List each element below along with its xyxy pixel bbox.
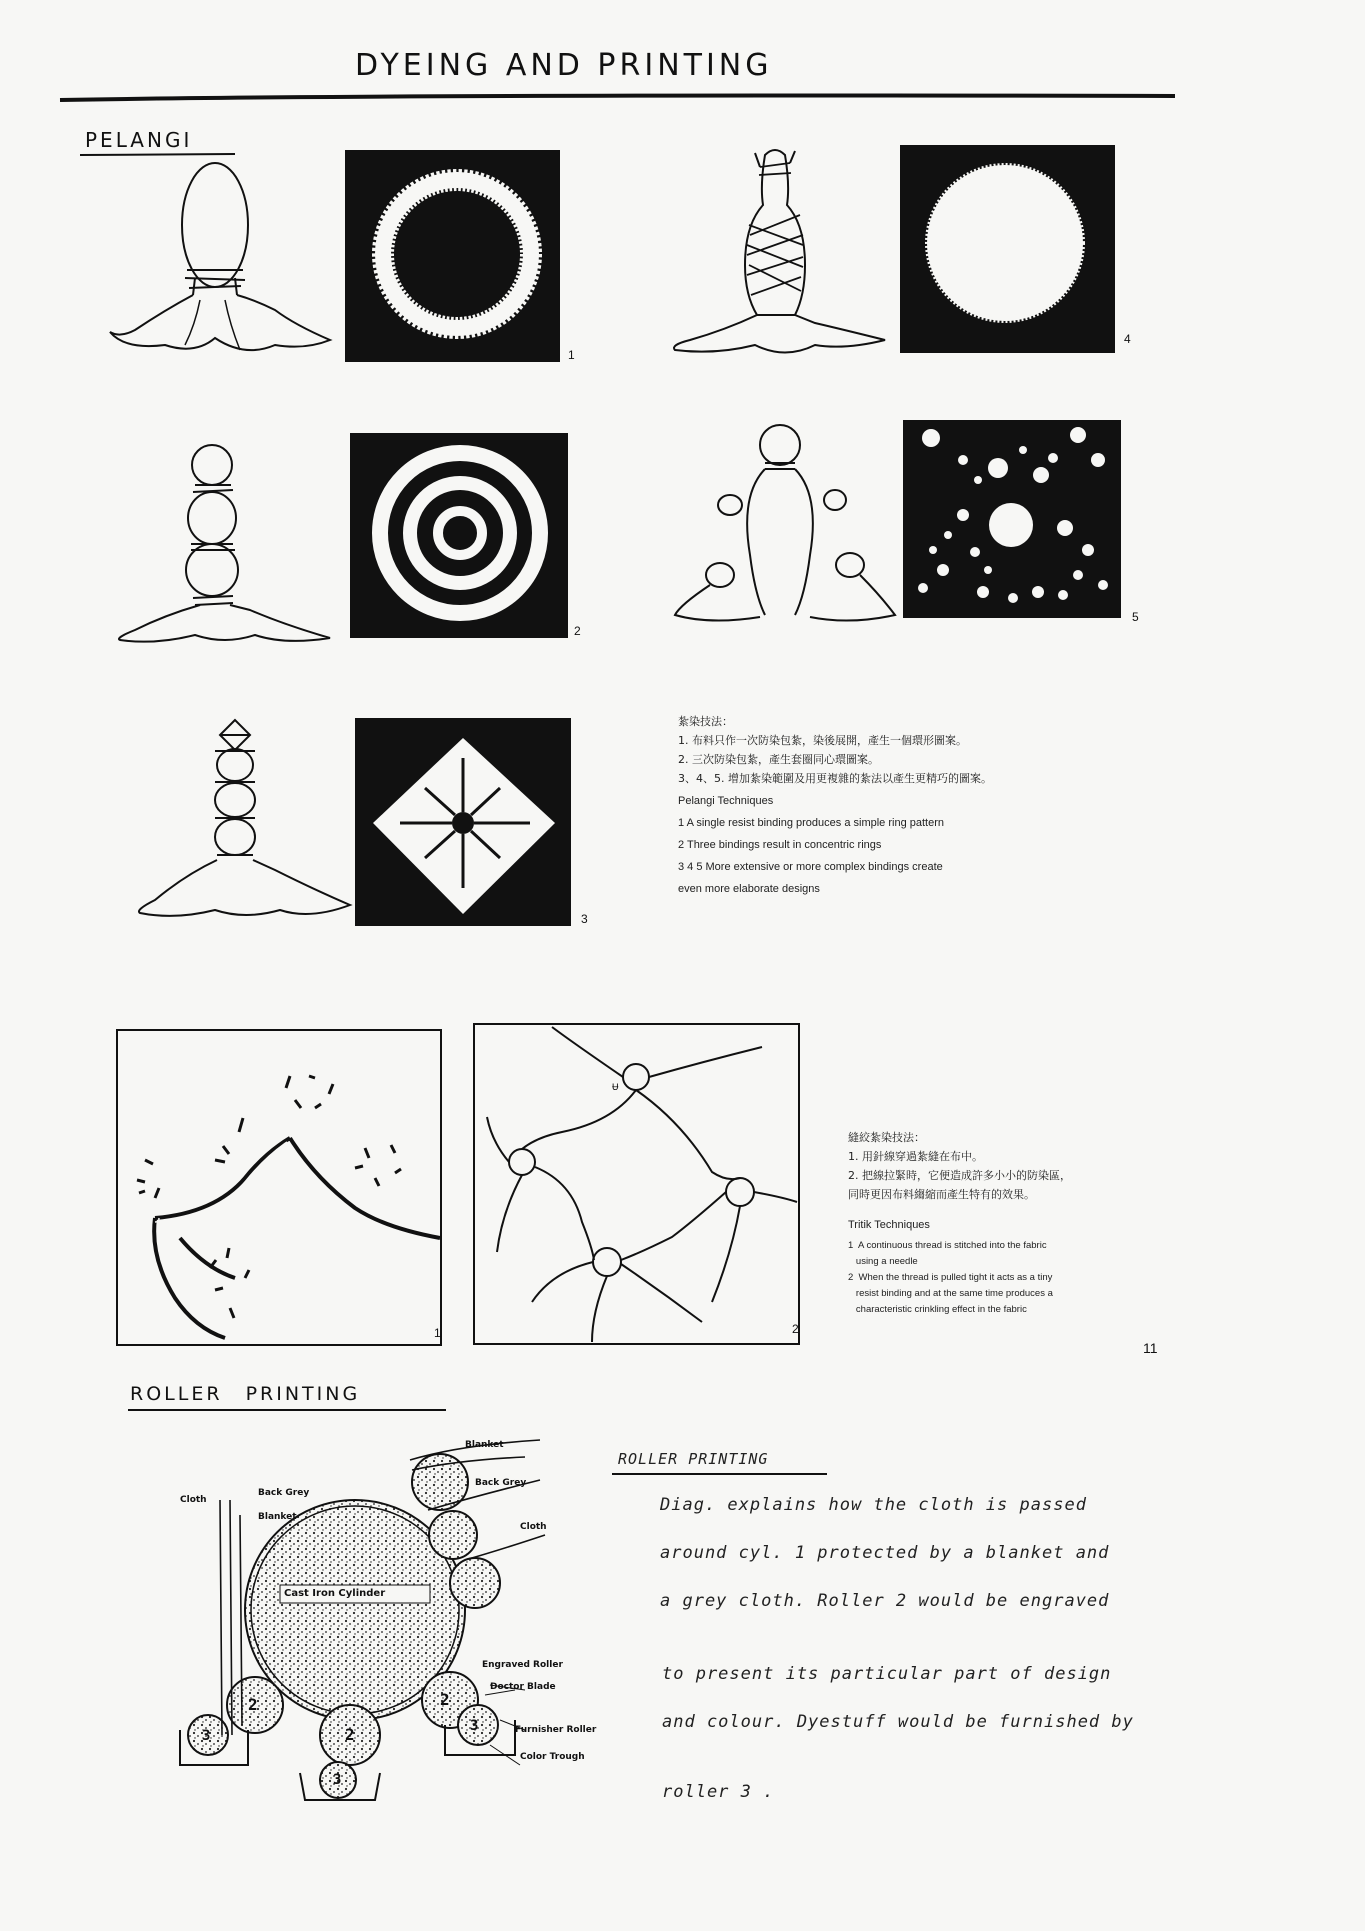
label-color-trough: Color Trough <box>520 1752 585 1762</box>
roller-text-line-3: a grey cloth. Roller 2 would be engraved <box>660 1591 1110 1611</box>
roller-heading-underline <box>128 1406 488 1416</box>
pelangi-notes <box>678 712 1098 898</box>
label-cloth-left: Cloth <box>180 1495 207 1505</box>
pelangi-figure-5-number: 5 <box>1132 610 1139 624</box>
pelangi-note-3: 3 4 5 More extensive or more complex bindings create <box>678 861 943 873</box>
tritik-notes-cjk-3: 同時更因布料縐縮而產生特有的效果。 <box>848 1188 1035 1201</box>
pelangi-figure-2-number: 2 <box>574 624 581 638</box>
tritik-note-1a: 1 A continuous thread is stitched into the fabric <box>848 1240 1047 1251</box>
label-cloth-right: Cloth <box>520 1522 547 1532</box>
tritik-notes-heading: Tritik Techniques <box>848 1219 930 1231</box>
tritik-notes-cjk-0: 縫絞紮染技法： <box>848 1131 925 1144</box>
page-title: DYEING AND PRINTING <box>355 48 773 83</box>
title-rule <box>0 0 1365 120</box>
pelangi-pattern-4 <box>900 145 1115 355</box>
pelangi-heading: PELANGI <box>85 128 193 152</box>
pelangi-note-2: 2 Three bindings result in concentric rings <box>678 839 882 851</box>
label-back-grey-left: Back Grey <box>258 1488 310 1498</box>
pelangi-notes-cjk-0: 紮染技法： <box>678 715 733 728</box>
pelangi-fabric-drawing-3 <box>135 715 355 925</box>
tritik-figure-2 <box>472 1022 802 1347</box>
tritik-figure-1-number: 1 <box>434 1326 441 1340</box>
pelangi-pattern-3 <box>355 718 575 928</box>
roller-heading: ROLLER PRINTING <box>130 1383 361 1405</box>
roller-text-line-6: roller 3 . <box>662 1782 775 1802</box>
tritik-note-1b: using a needle <box>848 1256 918 1267</box>
pelangi-figure-4-number: 4 <box>1124 332 1131 346</box>
page-number: 11 <box>1143 1340 1158 1356</box>
tritik-notes <box>848 1128 1148 1318</box>
pelangi-fabric-drawing-4 <box>665 145 895 365</box>
pelangi-pattern-2 <box>350 433 570 638</box>
label-num-2b: 2 <box>345 1725 355 1744</box>
pelangi-figure-1-number: 1 <box>568 348 575 362</box>
pelangi-note-4: even more elaborate designs <box>678 883 820 895</box>
tritik-note-2c: characteristic crinkling effect in the fabric <box>848 1304 1027 1315</box>
roller-subheading: ROLLER PRINTING <box>618 1450 769 1468</box>
pelangi-pattern-1 <box>345 150 560 365</box>
roller-text-line-1: Diag. explains how the cloth is passed <box>660 1495 1087 1515</box>
roller-subheading-underline <box>612 1470 832 1478</box>
label-num-3c: 3 <box>470 1718 479 1734</box>
pelangi-notes-cjk-3: 3、4、5. 增加紮染範圍及用更複雜的紮法以產生更精巧的圖案。 <box>678 772 992 785</box>
roller-text-line-5: and colour. Dyestuff would be furnished by <box>662 1712 1134 1732</box>
pelangi-notes-cjk-1: 1. 布料只作一次防染包紮，染後展開，產生一個環形圖案。 <box>678 734 967 747</box>
label-num-2a: 2 <box>248 1695 258 1714</box>
pelangi-note-1: 1 A single resist binding produces a simple ring pattern <box>678 817 944 829</box>
tritik-figure-1 <box>115 1028 445 1348</box>
pelangi-fabric-drawing-1 <box>105 160 325 370</box>
svg-text:Ʉ: Ʉ <box>612 1082 619 1092</box>
label-engraved-roller: Engraved Roller <box>482 1660 563 1670</box>
label-num-3b: 3 <box>333 1772 342 1788</box>
label-back-grey-right: Back Grey <box>475 1478 527 1488</box>
label-blanket-top: Blanket <box>465 1440 504 1450</box>
pelangi-pattern-5 <box>903 420 1123 620</box>
pelangi-underline <box>80 150 340 160</box>
tritik-figure-2-number: 2 <box>792 1322 799 1336</box>
label-cylinder: Cast Iron Cylinder <box>284 1588 386 1599</box>
pelangi-notes-heading: Pelangi Techniques <box>678 795 774 807</box>
pelangi-notes-cjk-2: 2. 三次防染包紮，產生套圈同心環圖案。 <box>678 753 879 766</box>
roller-text-line-2: around cyl. 1 protected by a blanket and <box>660 1543 1110 1563</box>
roller-text-line-4: to present its particular part of design <box>662 1664 1112 1684</box>
label-num-2c: 2 <box>440 1690 450 1709</box>
roller-printing-diagram <box>160 1435 630 1795</box>
tritik-notes-cjk-2: 2. 把線拉緊時，它便造成許多小小的防染區， <box>848 1169 1071 1182</box>
tritik-note-2a: 2 When the thread is pulled tight it acts as a tiny <box>848 1272 1053 1283</box>
label-furnisher-roller: Furnisher Roller <box>515 1725 597 1735</box>
pelangi-figure-3-number: 3 <box>581 912 588 926</box>
tritik-note-2b: resist binding and at the same time produces a <box>848 1288 1053 1299</box>
tritik-notes-cjk-1: 1. 用針線穿過紮縫在布中。 <box>848 1150 983 1163</box>
label-doctor-blade: Doctor Blade <box>490 1682 556 1692</box>
label-num-3a: 3 <box>202 1728 211 1744</box>
label-blanket-left: Blanket <box>258 1512 297 1522</box>
pelangi-fabric-drawing-2 <box>115 440 335 640</box>
pelangi-fabric-drawing-5 <box>670 425 900 625</box>
